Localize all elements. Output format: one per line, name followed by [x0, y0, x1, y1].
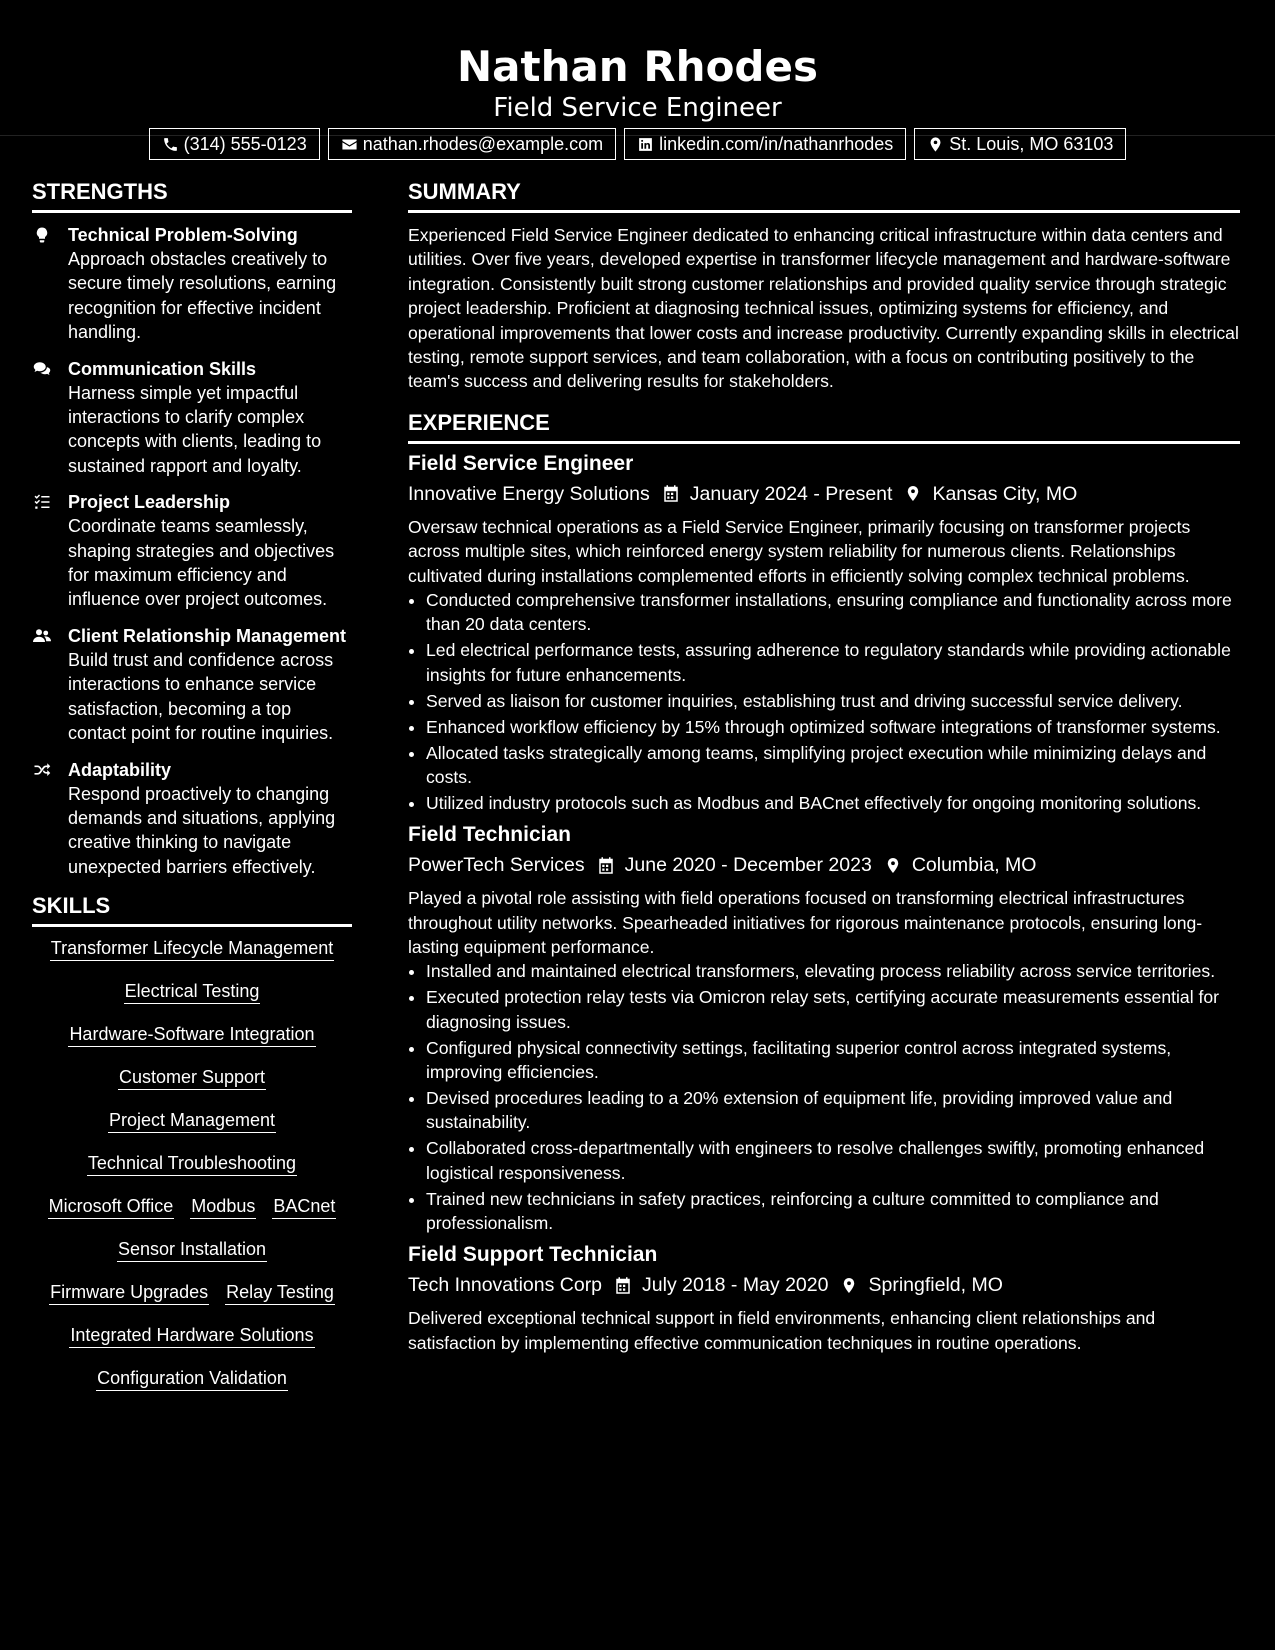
- contact-linkedin[interactable]: [624, 128, 906, 160]
- skill-tag: Technical Troubleshooting: [87, 1152, 297, 1176]
- job-dates: January 2024 - Present: [689, 482, 893, 505]
- job-bullet: • Trained new technicians in safety practices, reinforcing a culture committed to compliance and professionalism.: [426, 1187, 1240, 1236]
- job-location: Columbia, MO: [911, 854, 1037, 877]
- contact-location-text: St. Louis, MO 63103: [949, 134, 1114, 154]
- job-entry: [408, 1241, 1240, 1355]
- job-bullets: [408, 588, 1240, 815]
- skill-tag: Modbus: [190, 1195, 256, 1219]
- skill-tag: Sensor Installation: [117, 1238, 267, 1262]
- strength-item: [32, 490, 352, 612]
- strength-item: [32, 758, 352, 880]
- strength-title: Technical Problem-Solving: [68, 225, 298, 245]
- contact-email[interactable]: [328, 128, 616, 160]
- candidate-name: Nathan Rhodes: [457, 42, 818, 91]
- contact-location[interactable]: [914, 128, 1126, 160]
- job-company: Innovative Energy Solutions: [408, 482, 650, 505]
- job-bullet: • Executed protection relay tests via Omicron relay sets, certifying accurate measurements essential for diagnosing issues.: [426, 985, 1240, 1034]
- shuffle-icon: [32, 761, 52, 779]
- right-column: [408, 177, 1240, 1355]
- map-pin-icon: [904, 484, 922, 503]
- job-bullet: • Served as liaison for customer inquiries, establishing trust and driving successful service delivery.: [426, 689, 1240, 713]
- job-entry: [408, 450, 1240, 815]
- skills-list: [32, 937, 352, 1391]
- skill-tag: Hardware-Software Integration: [68, 1023, 315, 1047]
- job-bullet: • Utilized industry protocols such as Modbus and BACnet effectively for ongoing monitoring solutions.: [426, 791, 1240, 815]
- phone-icon: [162, 136, 179, 153]
- job-description: Oversaw technical operations as a Field Service Engineer, primarily focusing on transformer projects across multiple sites, which reinforced energy system reliability for numerous clients. Relationships cultivated during installations complemented efforts in efficiently solving complex technical problems.: [408, 516, 1191, 586]
- strength-desc: Build trust and confidence across interactions to enhance service satisfaction, becoming a top contact point for routine inquiries.: [68, 649, 334, 744]
- map-pin-icon: [927, 136, 944, 153]
- left-column: [32, 177, 352, 1410]
- strength-desc: Approach obstacles creatively to secure timely resolutions, earning recognition for effective incident handling.: [68, 249, 337, 343]
- map-pin-icon: [840, 1276, 858, 1295]
- job-bullets: [408, 959, 1240, 1235]
- strength-desc: Harness simple yet impactful interactions to clarify complex concepts with clients, leading to sustained rapport and loyalty.: [68, 382, 322, 476]
- skill-tag: Microsoft Office: [48, 1195, 175, 1219]
- skill-tag: Relay Testing: [225, 1281, 335, 1305]
- list-check-icon: [32, 493, 52, 511]
- job-description: Delivered exceptional technical support in field environments, enhancing client relationships and satisfaction by implementing effective communication techniques in routine operations.: [408, 1308, 1156, 1353]
- strength-title: Client Relationship Management: [68, 625, 347, 646]
- lightbulb-icon: [32, 226, 52, 244]
- users-icon: [32, 627, 52, 645]
- job-description: Played a pivotal role assisting with field operations focused on transforming electrical infrastructures throughout utility networks. Spearheaded initiatives for rigorous maintenance protocols, ensuring long-lasting equipment performance.: [408, 888, 1203, 958]
- strength-desc: Respond proactively to changing demands and situations, applying creative thinking to navigate unexpected barriers effectively.: [68, 783, 336, 877]
- contact-email-text: nathan.rhodes@example.com: [362, 134, 604, 154]
- contact-phone-text: (314) 555-0123: [183, 134, 307, 154]
- calendar-icon: [614, 1276, 632, 1295]
- skills-heading: SKILLS: [32, 891, 352, 927]
- candidate-title: Field Service Engineer: [493, 93, 782, 123]
- strength-title: Adaptability: [68, 759, 172, 780]
- strength-item: [32, 223, 352, 345]
- skill-tag: BACnet: [272, 1195, 336, 1219]
- job-bullet: • Enhanced workflow efficiency by 15% through optimized software integrations of transformer systems.: [426, 715, 1240, 739]
- job-title: Field Technician: [408, 823, 571, 847]
- skill-tag: Firmware Upgrades: [49, 1281, 209, 1305]
- job-meta: [408, 851, 1240, 879]
- skill-tag: Customer Support: [118, 1066, 266, 1090]
- map-pin-icon: [884, 856, 902, 875]
- resume-header: [0, 0, 1275, 154]
- job-bullet: • Allocated tasks strategically among teams, simplifying project execution while minimizing delays and costs.: [426, 741, 1240, 790]
- skill-tag: Configuration Validation: [96, 1367, 288, 1391]
- strength-title: Project Leadership: [68, 492, 231, 513]
- skill-tag: Electrical Testing: [124, 980, 261, 1004]
- summary-text: Experienced Field Service Engineer dedicated to enhancing critical infrastructure within data centers and utilities. Over five years, developed expertise in transformer lifecycle management and hardware-software integration. Consistently built strong customer relationships and provided quality service through strategic project leadership. Proficient at diagnosing technical issues, optimizing systems for efficiency, and operational improvements that lower costs and increase productivity. Currently expanding skills in electrical testing, remote support services, and team collaboration, with a focus on contributing positively to the team's success and delivering results for stakeholders.: [408, 225, 1239, 392]
- job-company: PowerTech Services: [408, 854, 585, 877]
- job-bullet: • Configured physical connectivity settings, facilitating superior control across integrated systems, improving efficiencies.: [426, 1036, 1240, 1085]
- calendar-icon: [597, 856, 615, 875]
- contact-phone[interactable]: [149, 128, 320, 160]
- experience-heading: EXPERIENCE: [408, 408, 1240, 444]
- skill-tag: Transformer Lifecycle Management: [50, 937, 334, 961]
- job-meta: [408, 1271, 1240, 1299]
- job-bullet: • Conducted comprehensive transformer installations, ensuring compliance and functionality across more than 20 data centers.: [426, 588, 1240, 637]
- envelope-icon: [341, 136, 358, 153]
- job-bullet: • Collaborated cross-departmentally with engineers to resolve challenges swiftly, promoting enhanced logistical responsiveness.: [426, 1136, 1240, 1185]
- strengths-heading: STRENGTHS: [32, 177, 352, 213]
- linkedin-icon: [637, 136, 654, 153]
- job-title: Field Support Technician: [408, 1243, 658, 1267]
- job-title: Field Service Engineer: [408, 451, 634, 475]
- job-bullet: • Led electrical performance tests, assuring adherence to regulatory standards while providing actionable insights for future enhancements.: [426, 638, 1240, 687]
- job-location: Springfield, MO: [868, 1274, 1003, 1297]
- contact-bar: [0, 128, 1275, 160]
- job-bullet: • Installed and maintained electrical transformers, elevating process reliability across service territories.: [426, 959, 1240, 983]
- job-company: Tech Innovations Corp: [408, 1274, 603, 1297]
- job-dates: July 2018 - May 2020: [642, 1274, 829, 1297]
- summary-heading: SUMMARY: [408, 177, 1240, 213]
- job-entry: [408, 821, 1240, 1235]
- calendar-icon: [662, 484, 680, 503]
- strength-item: [32, 624, 352, 746]
- job-meta: [408, 480, 1240, 508]
- job-bullet: • Devised procedures leading to a 20% extension of equipment life, providing improved value and sustainability.: [426, 1086, 1240, 1135]
- strength-desc: Coordinate teams seamlessly, shaping strategies and objectives for maximum efficiency and influence over project outcomes.: [68, 516, 335, 610]
- contact-linkedin-text: linkedin.com/in/nathanrhodes: [659, 134, 894, 154]
- skill-tag: Project Management: [108, 1109, 276, 1133]
- comments-icon: [32, 360, 52, 378]
- strength-title: Communication Skills: [68, 358, 257, 379]
- job-location: Kansas City, MO: [932, 482, 1078, 505]
- job-dates: June 2020 - December 2023: [624, 854, 872, 877]
- strength-item: [32, 357, 352, 479]
- skill-tag: Integrated Hardware Solutions: [69, 1324, 314, 1348]
